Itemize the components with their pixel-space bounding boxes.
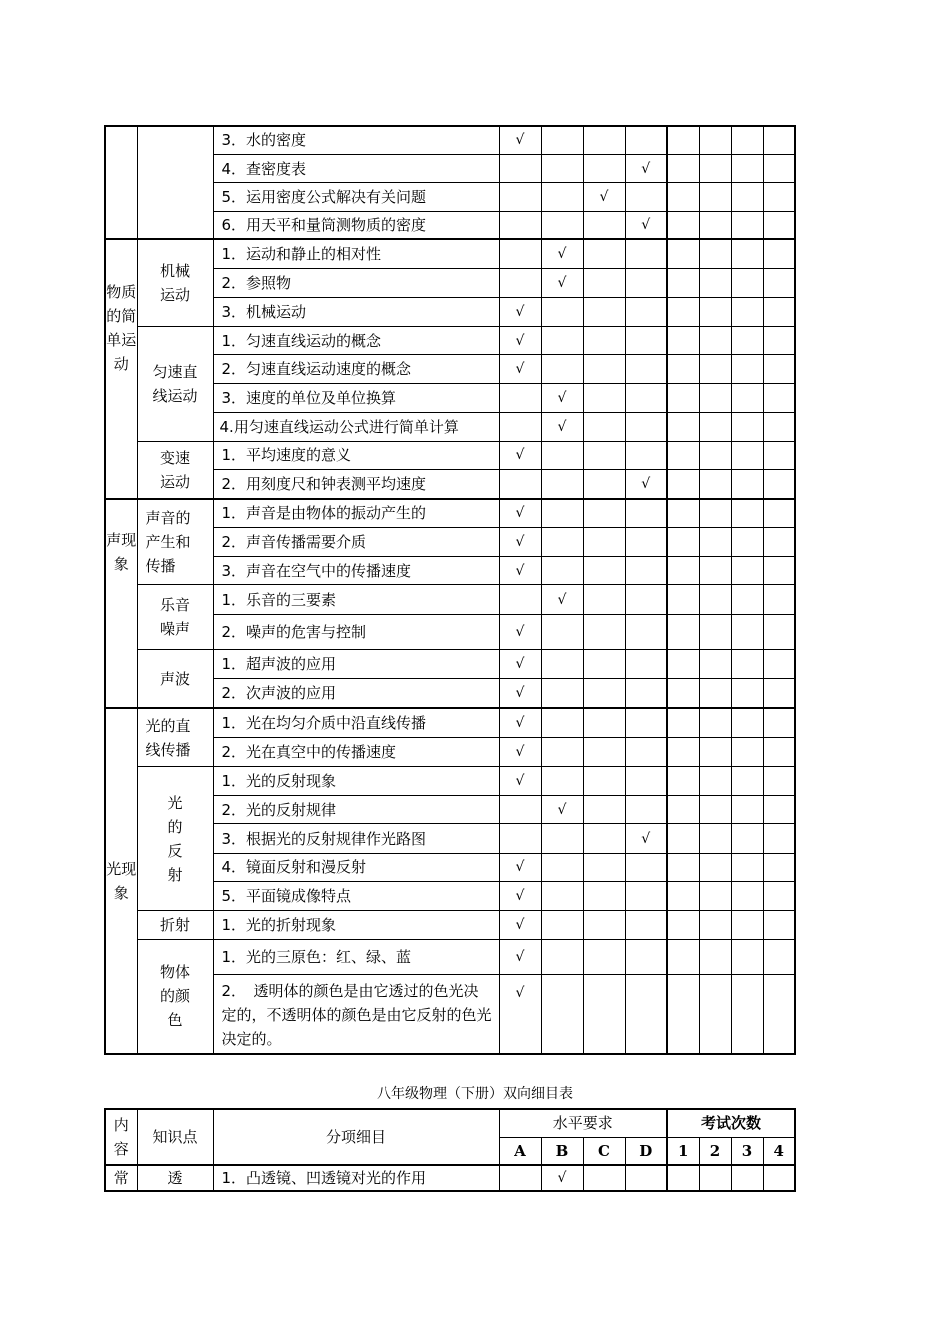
requirements-table-continued <box>104 125 796 1055</box>
check-mark: √ <box>625 824 667 853</box>
detail-item: 1．平均速度的意义 <box>213 441 499 469</box>
detail-item: 1．凸透镜、凹透镜对光的作用 <box>213 1165 499 1191</box>
level-d: D <box>625 1137 667 1165</box>
detail-item: 1．超声波的应用 <box>213 650 499 678</box>
check-mark: √ <box>499 678 541 708</box>
check-mark: √ <box>499 441 541 469</box>
header-detail: 分项细目 <box>213 1109 499 1165</box>
check-mark: √ <box>625 469 667 498</box>
knowledge-object-color: 物体的颜色 <box>137 939 213 1054</box>
check-mark: √ <box>541 1165 583 1191</box>
check-mark: √ <box>499 327 541 355</box>
header-level: 水平要求 <box>499 1109 667 1137</box>
knowledge-refraction: 折射 <box>137 911 213 939</box>
detail-item: 3．速度的单位及单位换算 <box>213 383 499 412</box>
detail-item: 4.用匀速直线运动公式进行简单计算 <box>213 413 499 441</box>
exam-3: 3 <box>731 1137 763 1165</box>
check-mark: √ <box>625 211 667 239</box>
detail-item: 2．光在真空中的传播速度 <box>213 738 499 766</box>
category-light: 光现象 <box>105 708 137 1054</box>
header-exam-count: 考试次数 <box>667 1109 795 1137</box>
category-sound: 声现象 <box>105 499 137 709</box>
check-mark: √ <box>499 738 541 766</box>
knowledge-variable-motion: 变速运动 <box>137 441 213 499</box>
exam-1: 1 <box>667 1137 699 1165</box>
detail-item: 1．光在均匀介质中沿直线传播 <box>213 708 499 737</box>
detail-item: 2．光的反射规律 <box>213 796 499 824</box>
check-mark: √ <box>499 499 541 527</box>
knowledge-straight-line: 光的直线传播 <box>137 708 213 766</box>
knowledge-cell <box>137 126 213 239</box>
knowledge-music-noise: 乐音噪声 <box>137 585 213 650</box>
check-mark: √ <box>499 556 541 584</box>
check-mark: √ <box>499 975 541 1054</box>
check-mark: √ <box>541 239 583 268</box>
check-mark: √ <box>499 882 541 911</box>
detail-item: 2． 透明体的颜色是由它透过的色光决定的，不透明体的颜色是由它反射的色光决定的。 <box>213 975 499 1054</box>
detail-item: 6．用天平和量筒测物质的密度 <box>213 211 499 239</box>
detail-item: 1．光的三原色：红、绿、蓝 <box>213 939 499 974</box>
check-mark: √ <box>499 853 541 881</box>
detail-item: 3．机械运动 <box>213 297 499 326</box>
check-mark: √ <box>541 796 583 824</box>
check-mark: √ <box>625 154 667 182</box>
detail-item: 3．水的密度 <box>213 126 499 154</box>
knowledge-sound-production: 声音的产生和传播 <box>137 499 213 585</box>
level-b: B <box>541 1137 583 1165</box>
check-mark: √ <box>499 126 541 154</box>
knowledge-mechanical-motion: 机械运动 <box>137 239 213 326</box>
detail-item: 2．用刻度尺和钟表测平均速度 <box>213 469 499 498</box>
check-mark: √ <box>499 650 541 678</box>
check-mark: √ <box>499 527 541 556</box>
detail-item: 4．查密度表 <box>213 154 499 182</box>
detail-item: 5．运用密度公式解决有关问题 <box>213 183 499 211</box>
check-mark: √ <box>541 383 583 412</box>
level-a: A <box>499 1137 541 1165</box>
check-mark: √ <box>499 911 541 939</box>
header-knowledge: 知识点 <box>137 1109 213 1165</box>
detail-item: 1．乐音的三要素 <box>213 585 499 614</box>
detail-item: 2．次声波的应用 <box>213 678 499 708</box>
requirements-table-grade8-lower <box>104 1108 796 1192</box>
exam-2: 2 <box>699 1137 731 1165</box>
check-mark: √ <box>541 269 583 297</box>
level-c: C <box>583 1137 625 1165</box>
knowledge-uniform-motion: 匀速直线运动 <box>137 327 213 441</box>
detail-item: 1．运动和静止的相对性 <box>213 239 499 268</box>
header-content: 内容 <box>105 1109 137 1165</box>
detail-item: 2．参照物 <box>213 269 499 297</box>
category-motion: 物质的简单运动 <box>105 239 137 498</box>
detail-item: 5．平面镜成像特点 <box>213 882 499 911</box>
detail-item: 1．声音是由物体的振动产生的 <box>213 499 499 527</box>
check-mark: √ <box>541 585 583 614</box>
check-mark: √ <box>499 939 541 974</box>
knowledge-sound-waves: 声波 <box>137 650 213 709</box>
knowledge-cell: 透 <box>137 1165 213 1191</box>
detail-item: 2．声音传播需要介质 <box>213 527 499 556</box>
check-mark: √ <box>583 183 625 211</box>
detail-item: 1．光的折射现象 <box>213 911 499 939</box>
detail-item: 4．镜面反射和漫反射 <box>213 853 499 881</box>
knowledge-reflection: 光的反射 <box>137 766 213 911</box>
detail-item: 1．匀速直线运动的概念 <box>213 327 499 355</box>
content-cell: 常 <box>105 1165 137 1191</box>
detail-item: 1．光的反射现象 <box>213 766 499 795</box>
check-mark: √ <box>499 708 541 737</box>
detail-item: 2．匀速直线运动速度的概念 <box>213 355 499 383</box>
check-mark: √ <box>499 297 541 326</box>
detail-item: 2．噪声的危害与控制 <box>213 614 499 649</box>
check-mark: √ <box>499 355 541 383</box>
exam-4: 4 <box>763 1137 795 1165</box>
check-mark: √ <box>499 766 541 795</box>
check-mark: √ <box>499 614 541 649</box>
detail-item: 3．声音在空气中的传播速度 <box>213 556 499 584</box>
table2-title: 八年级物理（下册）双向细目表 <box>377 1086 573 1102</box>
category-cell <box>105 126 137 239</box>
detail-item: 3．根据光的反射规律作光路图 <box>213 824 499 853</box>
check-mark: √ <box>541 413 583 441</box>
